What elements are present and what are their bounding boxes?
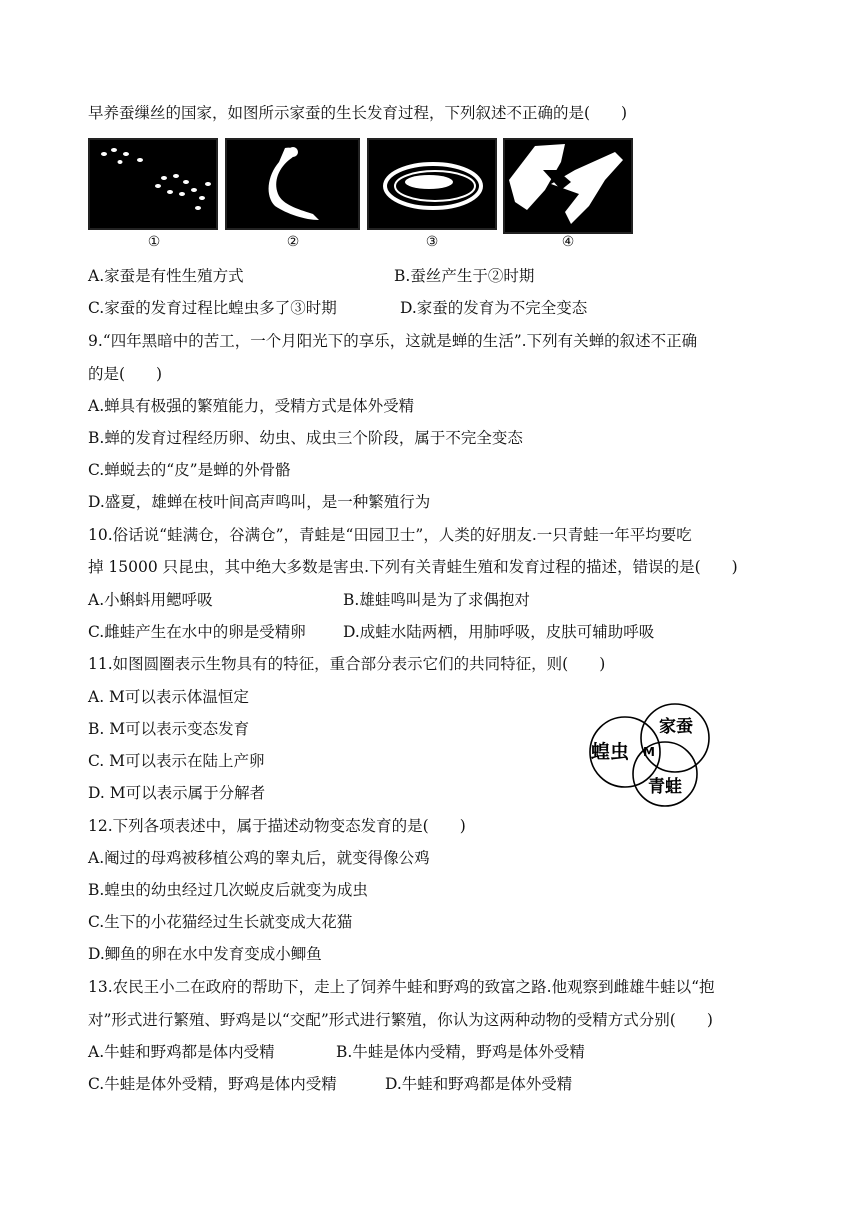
q8-option-b: B.蚕丝产生于②时期 <box>394 267 535 285</box>
venn-label-silkworm: 家蚕 <box>659 717 693 737</box>
q10-option-a: A.小蝌蚪用鳃呼吸 <box>88 591 213 609</box>
q11-option-a: A. M可以表示体温恒定 <box>88 688 249 706</box>
photo-eggs <box>88 138 218 230</box>
q13-stem-line1: 13.农民王小二在政府的帮助下，走上了饲养牛蛙和野鸡的致富之路.他观察到雌雄牛蛙以“抱 <box>88 978 715 996</box>
q9-stem-line1: 9.“四年黑暗中的苦工，一个月阳光下的享乐，这就是蝉的生活”.下列有关蝉的叙述不正确 <box>88 332 698 350</box>
photo-larva <box>225 138 360 230</box>
photo-moth <box>503 138 633 234</box>
venn-circle-silkworm <box>641 704 709 772</box>
q8-stem: 早养蚕缫丝的国家，如图所示家蚕的生长发育过程，下列叙述不正确的是( ) <box>88 104 628 122</box>
photo-pupa <box>367 138 497 230</box>
q9-option-b: B.蝉的发育过程经历卵、幼虫、成虫三个阶段，属于不完全变态 <box>88 429 523 447</box>
silkworm-photo-strip <box>88 138 633 258</box>
q11-option-c: C. M可以表示在陆上产卵 <box>88 752 265 770</box>
q12-option-a: A.阉过的母鸡被移植公鸡的睾丸后，就变得像公鸡 <box>88 849 430 867</box>
q8-option-a: A.家蚕是有性生殖方式 <box>88 267 244 285</box>
q10-option-d: D.成蛙水陆两栖，用肺呼吸，皮肤可辅助呼吸 <box>343 623 655 641</box>
q10-stem-line2: 掉 15000 只昆虫，其中绝大多数是害虫.下列有关青蛙生殖和发育过程的描述，错误的是( ) <box>88 558 738 576</box>
q11-option-b: B. M可以表示变态发育 <box>88 720 250 738</box>
q12-option-c: C.生下的小花猫经过生长就变成大花猫 <box>88 913 353 931</box>
q10-option-c: C.雌蛙产生在水中的卵是受精卵 <box>88 623 306 641</box>
venn-diagram <box>585 702 720 807</box>
venn-label-m: M <box>643 745 655 759</box>
q12-stem: 12.下列各项表述中，属于描述动物变态发育的是( ) <box>88 817 466 835</box>
photo-label-3: ③ <box>425 234 439 250</box>
q8-option-c: C.家蚕的发育过程比蝗虫多了③时期 <box>88 299 337 317</box>
photo-label-2: ② <box>286 234 300 250</box>
photo-label-4: ④ <box>561 234 575 250</box>
q9-option-d: D.盛夏，雄蝉在枝叶间高声鸣叫，是一种繁殖行为 <box>88 493 431 511</box>
q12-option-b: B.蝗虫的幼虫经过几次蜕皮后就变为成虫 <box>88 881 368 899</box>
q10-option-b: B.雄蛙鸣叫是为了求偶抱对 <box>343 591 530 609</box>
q8-option-d: D.家蚕的发育为不完全变态 <box>400 299 588 317</box>
venn-label-frog: 青蛙 <box>648 777 682 797</box>
q13-option-b: B.牛蛙是体内受精，野鸡是体外受精 <box>336 1043 585 1061</box>
venn-label-locust: 蝗虫 <box>591 741 630 763</box>
q9-option-c: C.蝉蜕去的“皮”是蝉的外骨骼 <box>88 461 291 479</box>
photo-label-1: ① <box>147 234 161 250</box>
q13-option-d: D.牛蛙和野鸡都是体外受精 <box>385 1075 573 1093</box>
q10-stem-line1: 10.俗话说“蛙满仓，谷满仓”，青蛙是“田园卫士”，人类的好朋友.一只青蛙一年平均要吃 <box>88 526 692 544</box>
q13-option-a: A.牛蛙和野鸡都是体内受精 <box>88 1043 275 1061</box>
q13-stem-line2: 对”形式进行繁殖、野鸡是以“交配”形式进行繁殖，你认为这两种动物的受精方式分别( ) <box>88 1011 713 1029</box>
q12-option-d: D.鲫鱼的卵在水中发育变成小鲫鱼 <box>88 945 322 963</box>
q11-option-d: D. M可以表示属于分解者 <box>88 784 266 802</box>
q11-stem: 11.如图圆圈表示生物具有的特征，重合部分表示它们的共同特征，则( ) <box>88 655 606 673</box>
q9-stem-line2: 的是( ) <box>88 365 163 383</box>
q9-option-a: A.蝉具有极强的繁殖能力，受精方式是体外受精 <box>88 397 415 415</box>
q13-option-c: C.牛蛙是体外受精，野鸡是体内受精 <box>88 1075 337 1093</box>
